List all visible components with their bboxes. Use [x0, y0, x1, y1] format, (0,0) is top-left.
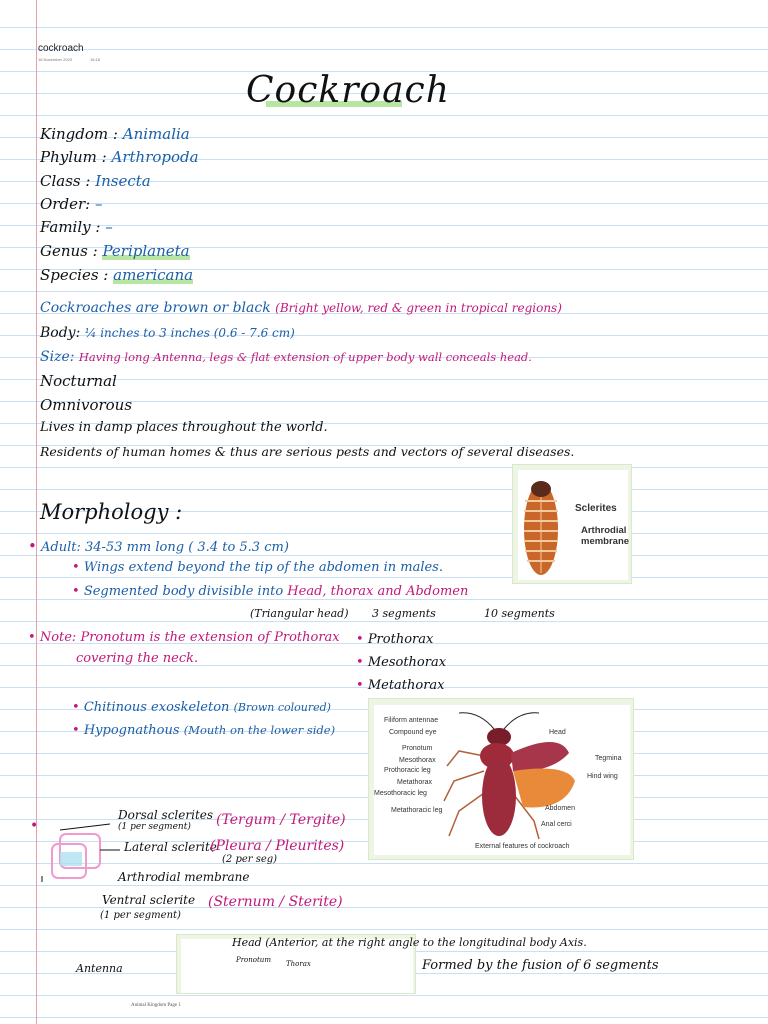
ventral-sub: (1 per segment) [100, 910, 181, 921]
arthrodial-label: Arthrodial membrane [581, 525, 630, 547]
label-antennae: Filiform antennae [384, 717, 439, 724]
wings-line: • Wings extend beyond the tip of the abdomen in males. [72, 560, 443, 575]
size-fact: Size: Having long Antenna, legs & flat extension of upper body wall conceals head. [40, 349, 532, 365]
hypognathous-line: • Hypognathous (Mouth on the lower side) [72, 723, 336, 738]
thorax-segment: • Metathorax [356, 678, 445, 693]
segment-sketch [40, 820, 130, 890]
exoskeleton-line: • Chitinous exoskeleton (Brown coloured) [72, 700, 331, 715]
lateral-sub: (2 per seg) [222, 854, 278, 865]
sclerites-figure [512, 464, 632, 584]
page-time: 16:18 [90, 57, 101, 62]
pronotum-label: Pronotum [236, 956, 271, 964]
head-description: Head (Anterior, at the right angle to the longitudinal body Axis. [232, 936, 587, 949]
lateral-term: (Pleura / Pleurites) [210, 838, 345, 854]
bullet: • [30, 818, 39, 834]
note-line: • Note: Pronotum is the extension of Prothorax [28, 630, 340, 645]
margin-line [36, 0, 37, 1024]
label-mesothoracic-leg: Mesothoracic leg [374, 790, 427, 797]
omnivorous-fact: Omnivorous [40, 396, 133, 414]
figure-caption: External features of cockroach [475, 843, 570, 850]
thorax-segment: • Prothorax [356, 632, 434, 647]
dorsal-term: (Tergum / Tergite) [216, 812, 346, 828]
thorax-label: Thorax [286, 960, 311, 968]
taxonomy-row: Family : – [40, 218, 113, 236]
sclerites-illustration [521, 479, 561, 579]
dorsal-sub: (1 per segment) [118, 822, 191, 832]
taxonomy-row: Order: – [40, 195, 103, 213]
color-fact: Cockroaches are brown or black (Bright yellow, red & green in tropical regions) [40, 300, 562, 316]
body-fact: Body: ¼ inches to 3 inches (0.6 - 7.6 cm) [40, 325, 295, 341]
habitat-fact: Lives in damp places throughout the world. [40, 420, 328, 435]
dorsal-sclerites: Dorsal sclerites [118, 808, 214, 822]
taxonomy-row: Class : Insecta [40, 172, 151, 190]
abdomen-note: 10 segments [484, 607, 555, 620]
segmented-line: • Segmented body divisible into Head, thorax and Abdomen [72, 584, 469, 599]
note-line-2: covering the neck. [76, 651, 199, 666]
label-head: Head [549, 729, 566, 736]
resident-fact: Residents of human homes & thus are serious pests and vectors of several diseases. [40, 444, 575, 459]
taxonomy-row: Kingdom : Animalia [40, 125, 190, 143]
label-hind-wing: Hind wing [587, 773, 618, 780]
taxonomy-row: Phylum : Arthropoda [40, 148, 199, 166]
thorax-segment: • Mesothorax [356, 655, 447, 670]
taxonomy-row: Species : americana [40, 266, 194, 284]
ventral-term: (Sternum / Sterite) [208, 894, 343, 910]
taxonomy-row: Genus : Periplaneta [40, 242, 190, 260]
label-compound-eye: Compound eye [389, 729, 437, 736]
label-prothoracic-leg: Prothoracic leg [384, 767, 431, 774]
label-metathorax: Metathorax [397, 779, 433, 786]
label-anal-cerci: Anal cerci [541, 821, 572, 828]
ventral-sclerite: Ventral sclerite [102, 893, 196, 907]
external-features-figure [368, 698, 634, 860]
antenna-label: Antenna [76, 962, 123, 975]
sclerites-label: Sclerites [575, 503, 617, 514]
label-metathoracic-leg: Metathoracic leg [391, 807, 443, 814]
formed-by-note: Formed by the fusion of 6 segments [422, 958, 659, 973]
page-date: 16 November 2023 [38, 57, 73, 62]
page-title: Cockroach [246, 70, 450, 111]
arthrodial-membrane: Arthrodial membrane [118, 870, 250, 884]
page-footer: Animal Kingdom Page 1 [131, 1003, 181, 1008]
label-pronotum: Pronotum [402, 745, 433, 752]
adult-line: • Adult: 34-53 mm long ( 3.4 to 5.3 cm) [28, 537, 289, 555]
label-mesothorax: Mesothorax [399, 757, 436, 764]
head-note: (Triangular head) [250, 607, 349, 620]
label-abdomen: Abdomen [545, 805, 575, 812]
lateral-sclerite: Lateral sclerite [124, 840, 217, 854]
label-tegmina: Tegmina [595, 755, 622, 762]
thorax-note: 3 segments [372, 607, 436, 620]
nocturnal-fact: Nocturnal [40, 372, 117, 390]
morphology-heading: Morphology : [40, 500, 183, 524]
page-name: cockroach [38, 43, 84, 54]
